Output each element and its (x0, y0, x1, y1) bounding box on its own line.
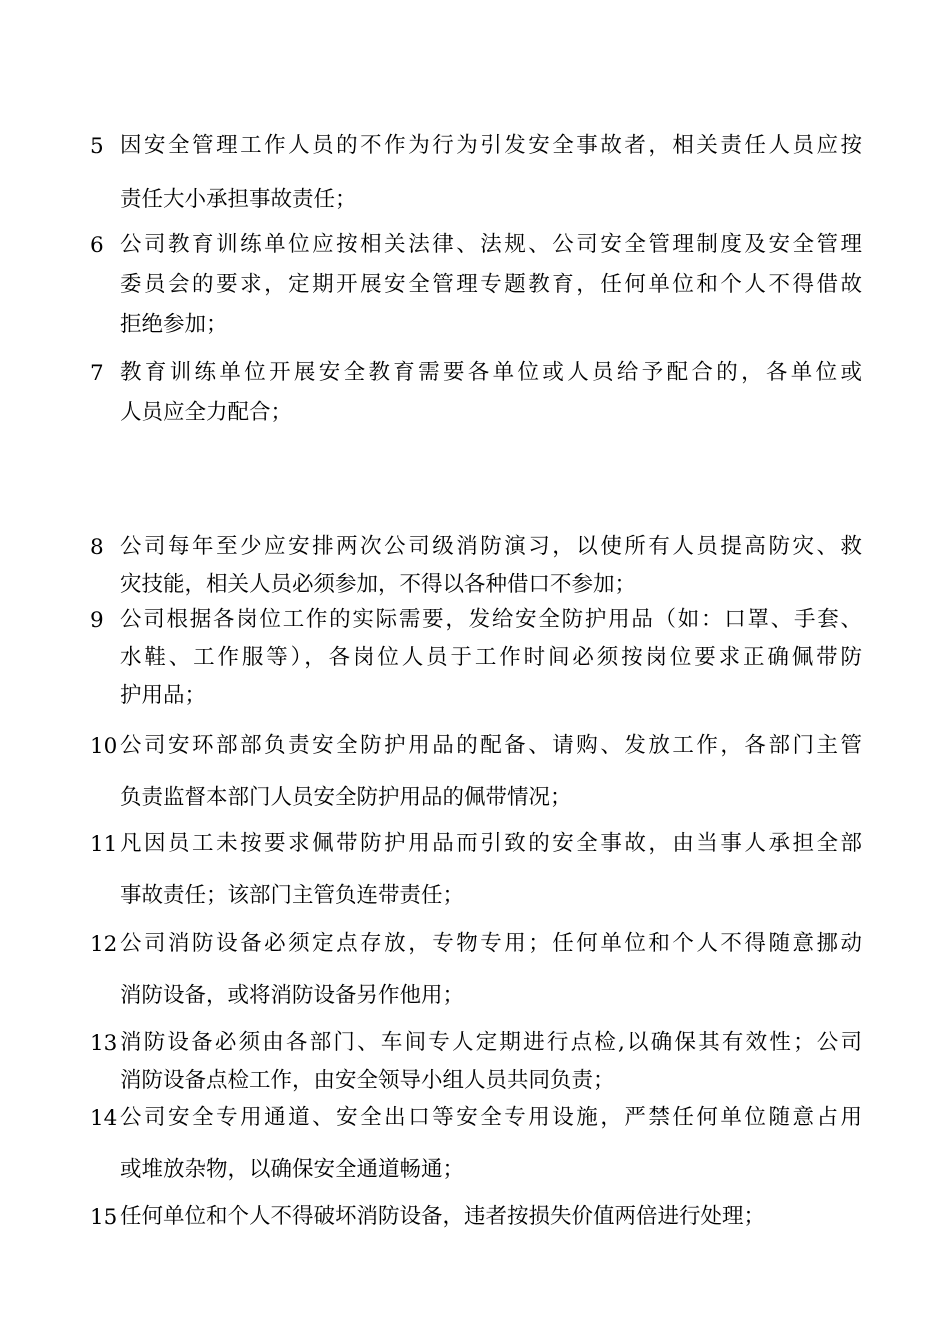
item-line: 或堆放杂物，以确保安全通道畅通； (120, 1157, 465, 1182)
item-number: 7 (90, 361, 104, 386)
regulation-item-13 (90, 1031, 862, 1100)
item-line: 凡因员工未按要求佩带防护用品而引致的安全事故，由当事人承担全部 (120, 831, 862, 856)
item-line: 负责监督本部门人员安全防护用品的佩带情况； (120, 785, 572, 810)
item-line: 责任大小承担事故责任； (120, 187, 357, 212)
item-line: 拒绝参加； (120, 312, 228, 337)
item-number: 15 (90, 1205, 118, 1230)
item-text (120, 918, 862, 1022)
item-text (120, 818, 862, 922)
item-number: 8 (90, 535, 104, 560)
item-line: 公司消防设备必须定点存放，专物专用；任何单位和个人不得随意挪动 (120, 931, 862, 956)
item-number: 14 (90, 1106, 118, 1131)
regulation-item-7 (90, 361, 862, 433)
regulation-item-14 (90, 1106, 862, 1196)
item-line: 公司安全专用通道、安全出口等安全专用设施，严禁任何单位随意占用 (120, 1105, 862, 1130)
item-line: 任何单位和个人不得破坏消防设备，违者按损失价值两倍进行处理； (120, 1204, 766, 1229)
regulation-item-5 (90, 134, 862, 227)
item-text (120, 225, 862, 345)
item-number: 9 (90, 608, 104, 633)
regulation-item-8 (90, 535, 862, 604)
item-number: 6 (90, 233, 104, 258)
item-line: 人员应全力配合； (120, 400, 293, 425)
item-line: 水鞋、工作服等），各岗位人员于工作时间必须按岗位要求正确佩带防 (120, 645, 862, 670)
item-line: 事故责任；该部门主管负连带责任； (120, 883, 465, 908)
regulation-item-11 (90, 832, 862, 922)
item-line: 消防设备，或将消防设备另作他用； (120, 983, 465, 1008)
regulation-item-9 (90, 608, 862, 715)
item-line: 公司根据各岗位工作的实际需要，发给安全防护用品（如：口罩、手套、 (120, 607, 862, 632)
item-text (120, 601, 862, 715)
item-line: 公司教育训练单位应按相关法律、法规、公司安全管理制度及安全管理 (120, 232, 862, 257)
regulation-item-12 (90, 932, 862, 1022)
item-text (120, 1197, 862, 1237)
regulation-item-6 (90, 233, 862, 345)
item-text (120, 1024, 862, 1100)
item-line: 护用品； (120, 683, 207, 708)
item-line: 消防设备点检工作，由安全领导小组人员共同负责； (120, 1068, 615, 1093)
item-line: 教育训练单位开展安全教育需要各单位或人员给予配合的，各单位或 (120, 360, 862, 385)
item-line: 因安全管理工作人员的不作为行为引发安全事故者，相关责任人员应按 (120, 133, 862, 158)
item-line: 公司安环部部负责安全防护用品的配备、请购、发放工作，各部门主管 (120, 733, 862, 758)
item-line: 灾技能，相关人员必须参加，不得以各种借口不参加； (120, 572, 637, 597)
item-text (120, 1092, 862, 1196)
item-number: 12 (90, 932, 118, 957)
item-line: 委员会的要求，定期开展安全管理专题教育，任何单位和个人不得借故 (120, 272, 862, 297)
item-text (120, 528, 862, 604)
item-line: 消防设备必须由各部门、车间专人定期进行点检,以确保其有效性；公司 (120, 1030, 862, 1055)
item-line: 公司每年至少应安排两次公司级消防演习，以使所有人员提高防灾、救 (120, 534, 862, 559)
item-text (120, 353, 862, 433)
item-number: 10 (90, 734, 118, 759)
item-number: 5 (90, 134, 104, 159)
item-number: 11 (90, 832, 118, 857)
item-number: 13 (90, 1031, 118, 1056)
regulation-item-10 (90, 734, 862, 824)
item-text (120, 119, 862, 227)
item-text (120, 720, 862, 824)
regulation-item-15 (90, 1205, 862, 1237)
